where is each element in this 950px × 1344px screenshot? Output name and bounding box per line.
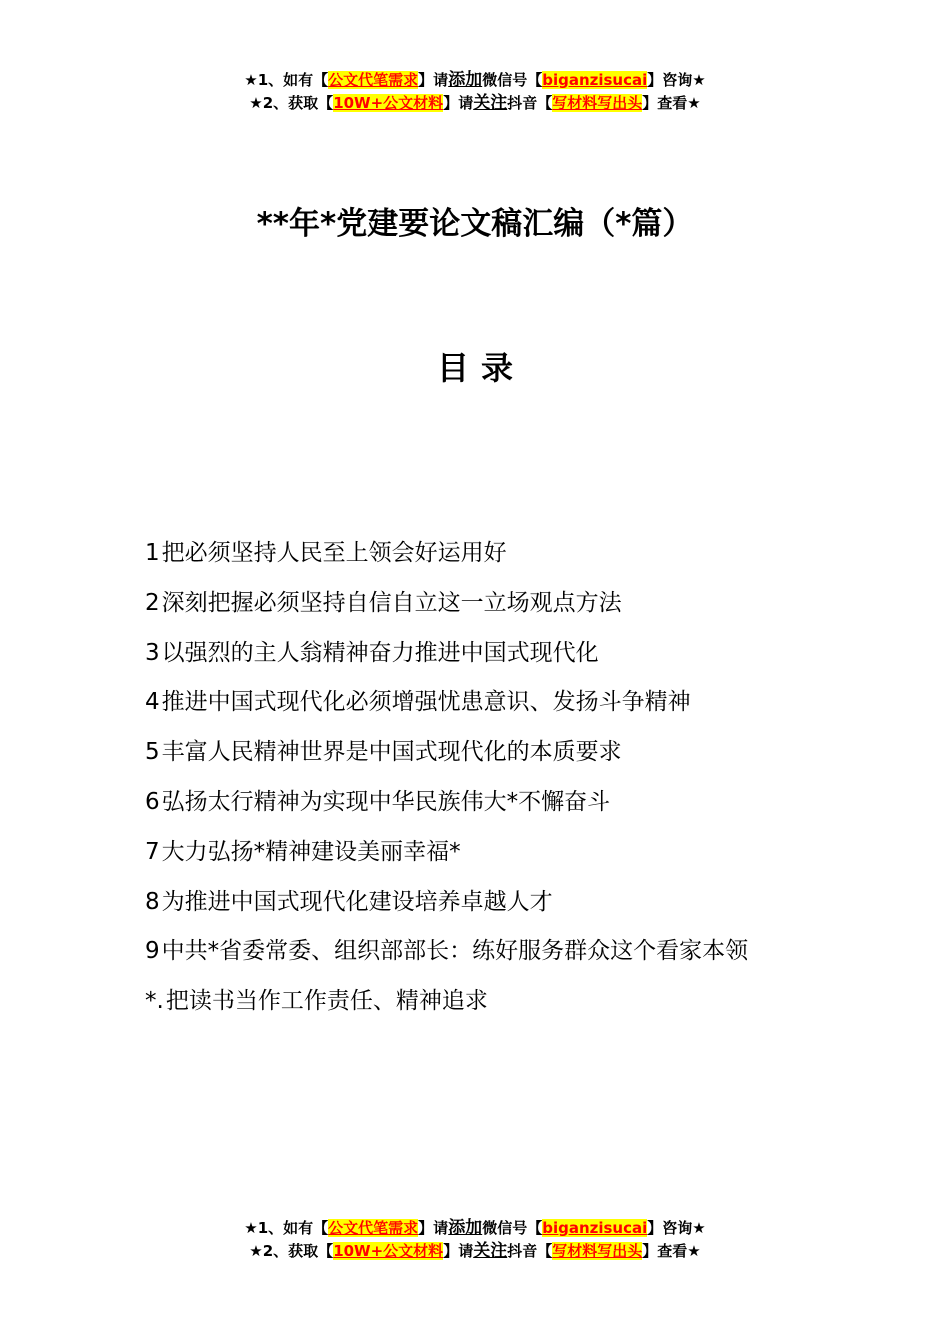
toc-item-number: 9	[145, 938, 160, 965]
toc-item-title: 大力弘扬*精神建设美丽幸福*	[161, 838, 461, 865]
toc-item-number: *.	[145, 988, 164, 1015]
toc-item	[145, 828, 813, 878]
toc-item	[145, 927, 813, 977]
toc-item	[145, 977, 813, 1027]
toc-item-title: 深刻把握必须坚持自信自立这一立场观点方法	[161, 589, 622, 616]
banner-highlight-materials: 10W+公文材料	[333, 94, 444, 112]
banner-text: 抖音【	[507, 1242, 553, 1260]
toc-item-number: 6	[145, 788, 160, 815]
toc-item	[145, 579, 813, 629]
toc-item-title: 把读书当作工作责任、精神追求	[165, 988, 488, 1015]
banner-text: 】请	[418, 1219, 449, 1237]
banner-highlight-douyin-id: 写材料写出头	[552, 1242, 643, 1260]
banner-emphasis: 关注	[473, 1241, 508, 1261]
banner-text: 】咨询★	[647, 1219, 706, 1237]
toc-item-number: 8	[145, 888, 160, 915]
toc-item	[145, 778, 813, 828]
toc-item-number: 5	[145, 739, 160, 766]
header-banner	[0, 69, 950, 115]
toc-item-title: 以强烈的主人翁精神奋力推进中国式现代化	[161, 639, 599, 666]
banner-text: ★2、获取【	[249, 1242, 334, 1260]
banner-text: 】请	[418, 71, 449, 89]
toc-item	[145, 629, 813, 679]
toc-item-title: 中共*省委常委、组织部部长：练好服务群众这个看家本领	[161, 938, 749, 965]
banner-text: 】查看★	[642, 1242, 701, 1260]
banner-text: 】查看★	[642, 94, 701, 112]
banner-text: ★2、获取【	[249, 94, 334, 112]
toc-item-number: 7	[145, 838, 160, 865]
toc-item	[145, 878, 813, 928]
toc-item-number: 3	[145, 639, 160, 666]
toc-item-title: 为推进中国式现代化建设培养卓越人才	[161, 888, 553, 915]
banner-text: 】请	[443, 1242, 474, 1260]
toc-item-title: 推进中国式现代化必须增强忧患意识、发扬斗争精神	[161, 689, 691, 716]
banner-text: 抖音【	[507, 94, 553, 112]
banner-text: 微信号【	[482, 71, 543, 89]
banner-emphasis: 关注	[473, 93, 508, 113]
document-title: **年*党建要论文稿汇编（*篇）	[256, 206, 694, 242]
banner-highlight-wechat-id: biganzisucai	[542, 71, 648, 89]
toc-item	[145, 678, 813, 728]
footer-banner-line-1	[0, 1217, 950, 1240]
banner-text: 微信号【	[482, 1219, 543, 1237]
banner-text: 】咨询★	[647, 71, 706, 89]
banner-highlight-wechat-id: biganzisucai	[542, 1219, 648, 1237]
header-banner-line-1	[0, 69, 950, 92]
banner-highlight-service: 公文代笔需求	[328, 1219, 419, 1237]
banner-text: ★1、如有【	[244, 1219, 329, 1237]
table-of-contents	[145, 529, 813, 1027]
toc-item-number: 2	[145, 589, 160, 616]
banner-highlight-materials: 10W+公文材料	[333, 1242, 444, 1260]
banner-highlight-service: 公文代笔需求	[328, 71, 419, 89]
banner-text: ★1、如有【	[244, 71, 329, 89]
banner-emphasis: 添加	[448, 1218, 483, 1238]
banner-emphasis: 添加	[448, 70, 483, 90]
banner-highlight-douyin-id: 写材料写出头	[552, 94, 643, 112]
toc-item	[145, 728, 813, 778]
toc-item-number: 4	[145, 689, 160, 716]
toc-item	[145, 529, 813, 579]
banner-text: 】请	[443, 94, 474, 112]
header-banner-line-2	[0, 92, 950, 115]
footer-banner	[0, 1217, 950, 1263]
footer-banner-line-2	[0, 1240, 950, 1263]
toc-item-title: 把必须坚持人民至上领会好运用好	[161, 540, 507, 566]
toc-item-title: 丰富人民精神世界是中国式现代化的本质要求	[161, 739, 622, 766]
toc-item-number: 1	[145, 540, 160, 566]
toc-heading: 目录	[436, 349, 525, 387]
toc-item-title: 弘扬太行精神为实现中华民族伟大*不懈奋斗	[161, 788, 611, 815]
